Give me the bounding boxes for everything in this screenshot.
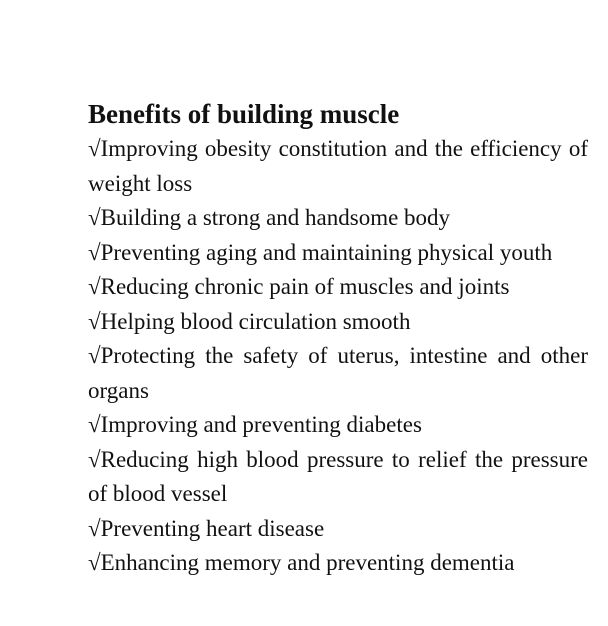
page-title: Benefits of building muscle bbox=[88, 99, 400, 129]
benefit-item-10: √Enhancing memory and preventing dementia bbox=[88, 550, 515, 575]
benefit-item-7: √Improving and preventing diabetes bbox=[88, 412, 422, 437]
benefit-item-3: √Preventing aging and maintaining physical youth bbox=[88, 239, 553, 265]
benefit-item-5: √Helping blood circulation smooth bbox=[88, 308, 411, 334]
benefit-item-9: √Preventing heart disease bbox=[88, 515, 325, 541]
benefit-item-2: √Building a strong and handsome body bbox=[88, 205, 451, 230]
benefit-item-1: √Improving obesity constitution and the efficiency of weight loss bbox=[88, 136, 588, 196]
benefits-list bbox=[88, 132, 588, 581]
benefit-item-6: √Protecting the safety of uterus, intestine and other organs bbox=[88, 343, 588, 403]
benefit-item-4: √Reducing chronic pain of muscles and joints bbox=[88, 274, 510, 299]
document-body bbox=[88, 96, 588, 581]
benefit-item-8: √Reducing high blood pressure to relief the pressure of blood vessel bbox=[88, 446, 588, 506]
